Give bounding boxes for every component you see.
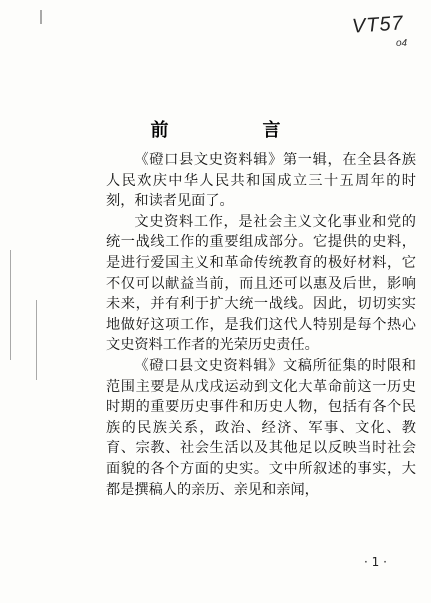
paragraph: 《磴口县文史资料辑》第一辑，在全县各族人民欢庆中华人民共和国成立三十五周年的时刻，和读者见面了。 [106, 152, 416, 210]
scan-mark [36, 300, 37, 380]
paragraph: 《磴口县文史资料辑》文稿所征集的时限和范围主要是从戊戌运动到文化大革命前这一历史时期的重要历史事件和历史人物，包括有各个民族的民族关系，政治、经济、军事、文化、教育、宗教、社会生活以及其他足以反映当时社会面貌的各个方面的史实。文中所叙述的事实，大都是撰稿人的亲历、亲见和亲闻， [106, 357, 416, 498]
handwritten-note: o4 [396, 38, 408, 49]
body-text [106, 150, 416, 500]
handwritten-annotation: VT57 [351, 12, 405, 38]
page-number: · 1 · [364, 555, 387, 569]
scan-mark [40, 10, 42, 24]
paragraph: 文史资料工作，是社会主义文化事业和党的统一战线工作的重要组成部分。它提供的史料，是进行爱国主义和革命传统教育的极好材料，它不仅可以献益当前，而且还可以惠及后世，影响未来，并有利于扩大统一战线。因此，切切实实地做好这项工作，是我们这代人特别是每个热心文史资料工作者的光荣历史责任。 [106, 213, 416, 354]
scan-mark [10, 250, 11, 360]
page-title: 前 言 [150, 120, 319, 141]
